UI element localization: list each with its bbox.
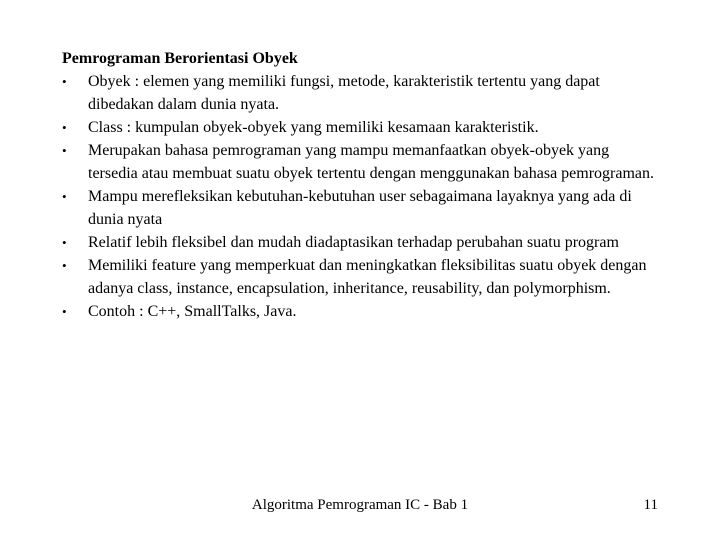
slide-title: Pemrograman Berorientasi Obyek	[62, 50, 298, 67]
bullet-icon: •	[62, 235, 67, 250]
bullet-icon: •	[62, 304, 67, 319]
footer-text: Algoritma Pemrograman IC - Bab 1	[251, 497, 469, 513]
bullet-item	[62, 254, 662, 300]
bullet-item	[62, 116, 662, 139]
bullet-icon: •	[62, 258, 67, 273]
bullet-item	[62, 300, 662, 323]
bullet-item	[62, 185, 662, 231]
bullet-text: Merupakan bahasa pemrograman yang mampu memanfaatkan obyek-obyek yang tersedia atau membuat suatu obyek tertentu dengan menggunakan bahasa pemrograman.	[88, 142, 655, 182]
page-number: 11	[643, 497, 658, 513]
bullet-icon: •	[62, 74, 67, 89]
slide-content	[62, 47, 662, 323]
bullet-icon: •	[62, 143, 67, 158]
bullet-item	[62, 231, 662, 254]
bullet-item	[62, 70, 662, 116]
bullet-icon: •	[62, 189, 67, 204]
bullet-text: Memiliki feature yang memperkuat dan meningkatkan fleksibilitas suatu obyek dengan adanya class, instance, encapsulation, inheritance, reusability, dan polymorphism.	[88, 257, 647, 297]
bullet-icon: •	[62, 120, 67, 135]
bullet-list	[62, 70, 662, 323]
bullet-text: Class : kumpulan obyek-obyek yang memiliki kesamaan karakteristik.	[88, 119, 539, 136]
bullet-text: Obyek : elemen yang memiliki fungsi, metode, karakteristik tertentu yang dapat dibedakan dalam dunia nyata.	[88, 73, 600, 113]
bullet-item	[62, 139, 662, 185]
bullet-text: Mampu merefleksikan kebutuhan-kebutuhan user sebagaimana layaknya yang ada di dunia nyata	[88, 188, 632, 228]
bullet-text: Contoh : C++, SmallTalks, Java.	[88, 303, 297, 320]
bullet-text: Relatif lebih fleksibel dan mudah diadaptasikan terhadap perubahan suatu program	[88, 234, 619, 251]
